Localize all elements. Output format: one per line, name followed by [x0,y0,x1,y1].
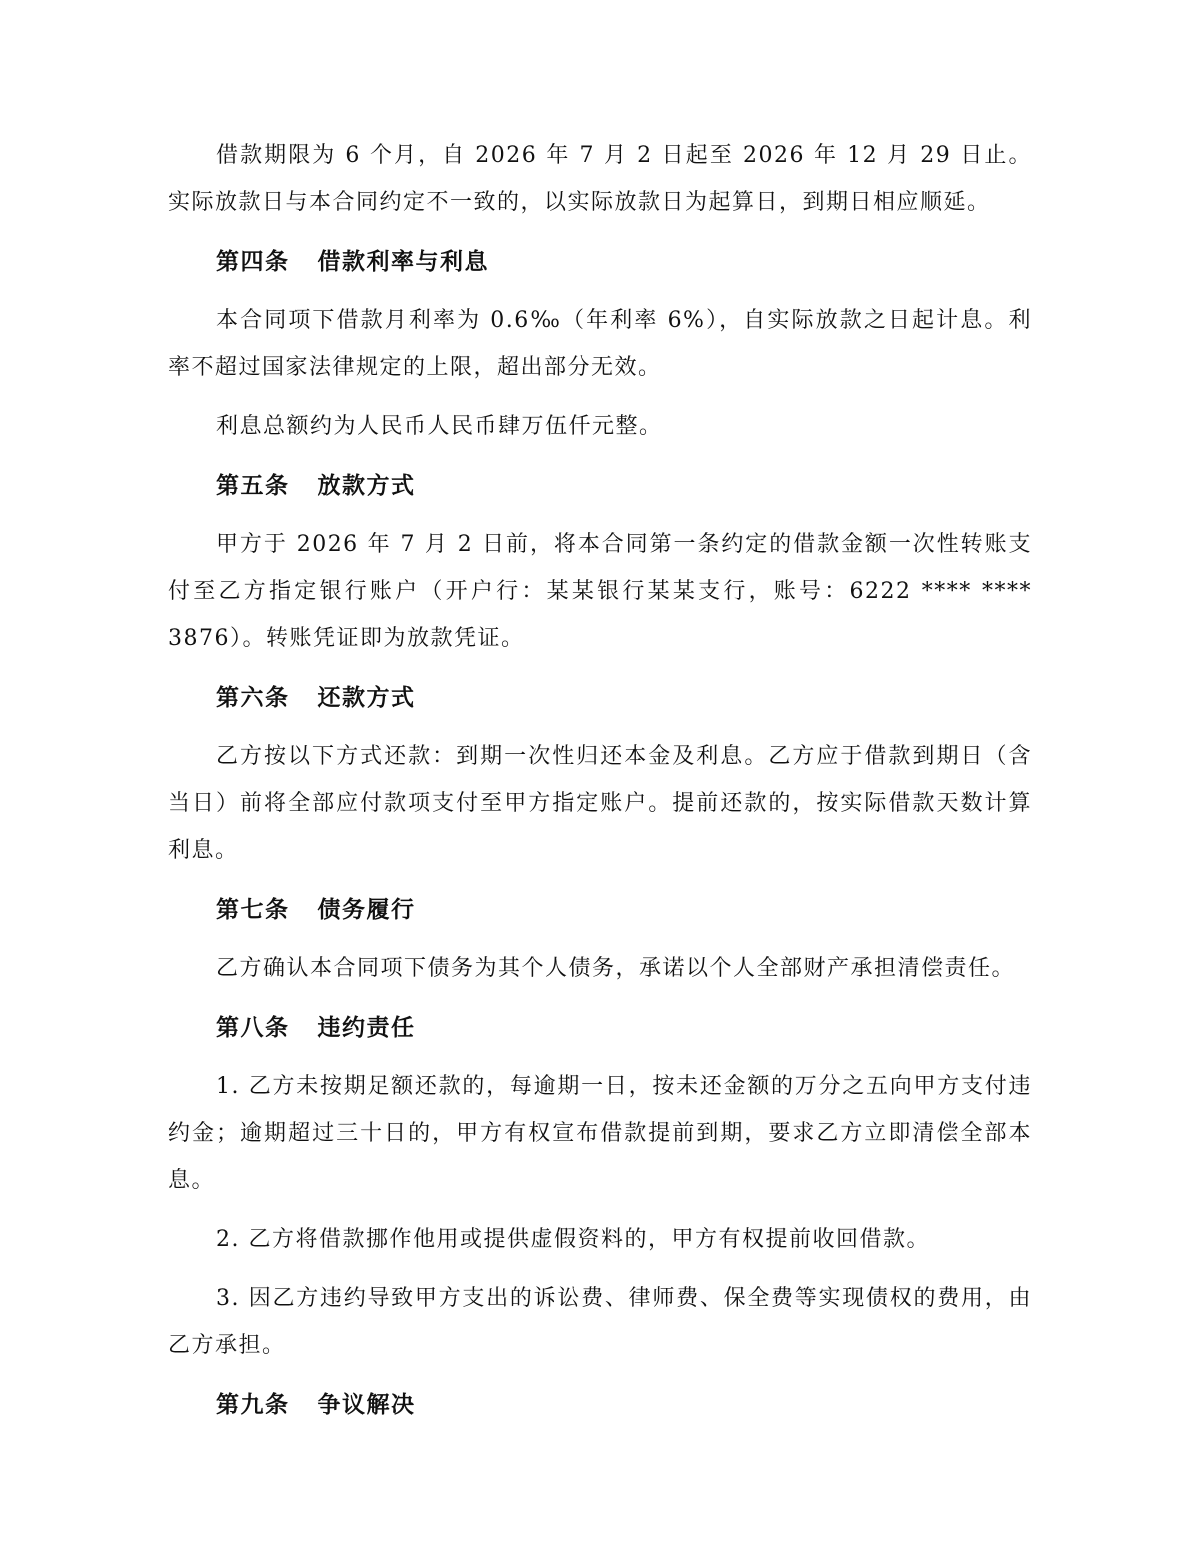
article-title: 争议解决 [317,1391,416,1418]
article-number: 第八条 [216,1014,290,1041]
article-number: 第九条 [216,1391,290,1418]
article-title: 放款方式 [317,472,416,499]
article-title: 债务履行 [317,896,416,923]
article-number: 第七条 [216,896,290,923]
article-number: 第四条 [216,248,290,275]
article-number: 第六条 [216,684,290,711]
repayment-paragraph: 乙方按以下方式还款：到期一次性归还本金及利息。乙方应于借款到期日（含当日）前将全部应付款项支付至甲方指定账户。提前还款的，按实际借款天数计算利息。 [168,744,1032,863]
disbursement-paragraph: 甲方于 2026 年 7 月 2 日前，将本合同第一条约定的借款金额一次性转账支付至乙方指定银行账户（开户行：某某银行某某支行，账号：6222 **** **** 3876）。转账凭证即为放款凭证。 [168,532,1032,651]
article-title: 违约责任 [317,1014,416,1041]
article-4-heading [168,238,1032,285]
article-title: 还款方式 [317,684,416,711]
article-5-heading [168,462,1032,509]
breach-clause-1: 1. 乙方未按期足额还款的，每逾期一日，按未还金额的万分之五向甲方支付违约金；逾期超过三十日的，甲方有权宣布借款提前到期，要求乙方立即清偿全部本息。 [168,1074,1032,1193]
article-number: 第五条 [216,472,290,499]
debt-performance-paragraph: 乙方确认本合同项下债务为其个人债务，承诺以个人全部财产承担清偿责任。 [216,956,1016,981]
article-8-heading [168,1004,1032,1051]
loan-term-paragraph: 借款期限为 6 个月，自 2026 年 7 月 2 日起至 2026 年 12 月 29 日止。实际放款日与本合同约定不一致的，以实际放款日为起算日，到期日相应顺延。 [168,143,1032,215]
breach-clause-3: 3. 因乙方违约导致甲方支出的诉讼费、律师费、保全费等实现债权的费用，由乙方承担。 [168,1286,1032,1358]
interest-total-paragraph: 利息总额约为人民币人民币肆万伍仟元整。 [216,414,663,439]
contract-page [168,132,1032,1440]
interest-rate-paragraph: 本合同项下借款月利率为 0.6‰（年利率 6%），自实际放款之日起计息。利率不超过国家法律规定的上限，超出部分无效。 [168,308,1032,380]
article-6-heading [168,674,1032,721]
article-9-heading [168,1381,1032,1428]
breach-clause-2: 2. 乙方将借款挪作他用或提供虚假资料的，甲方有权提前收回借款。 [216,1227,930,1252]
article-7-heading [168,886,1032,933]
article-title: 借款利率与利息 [317,248,489,275]
